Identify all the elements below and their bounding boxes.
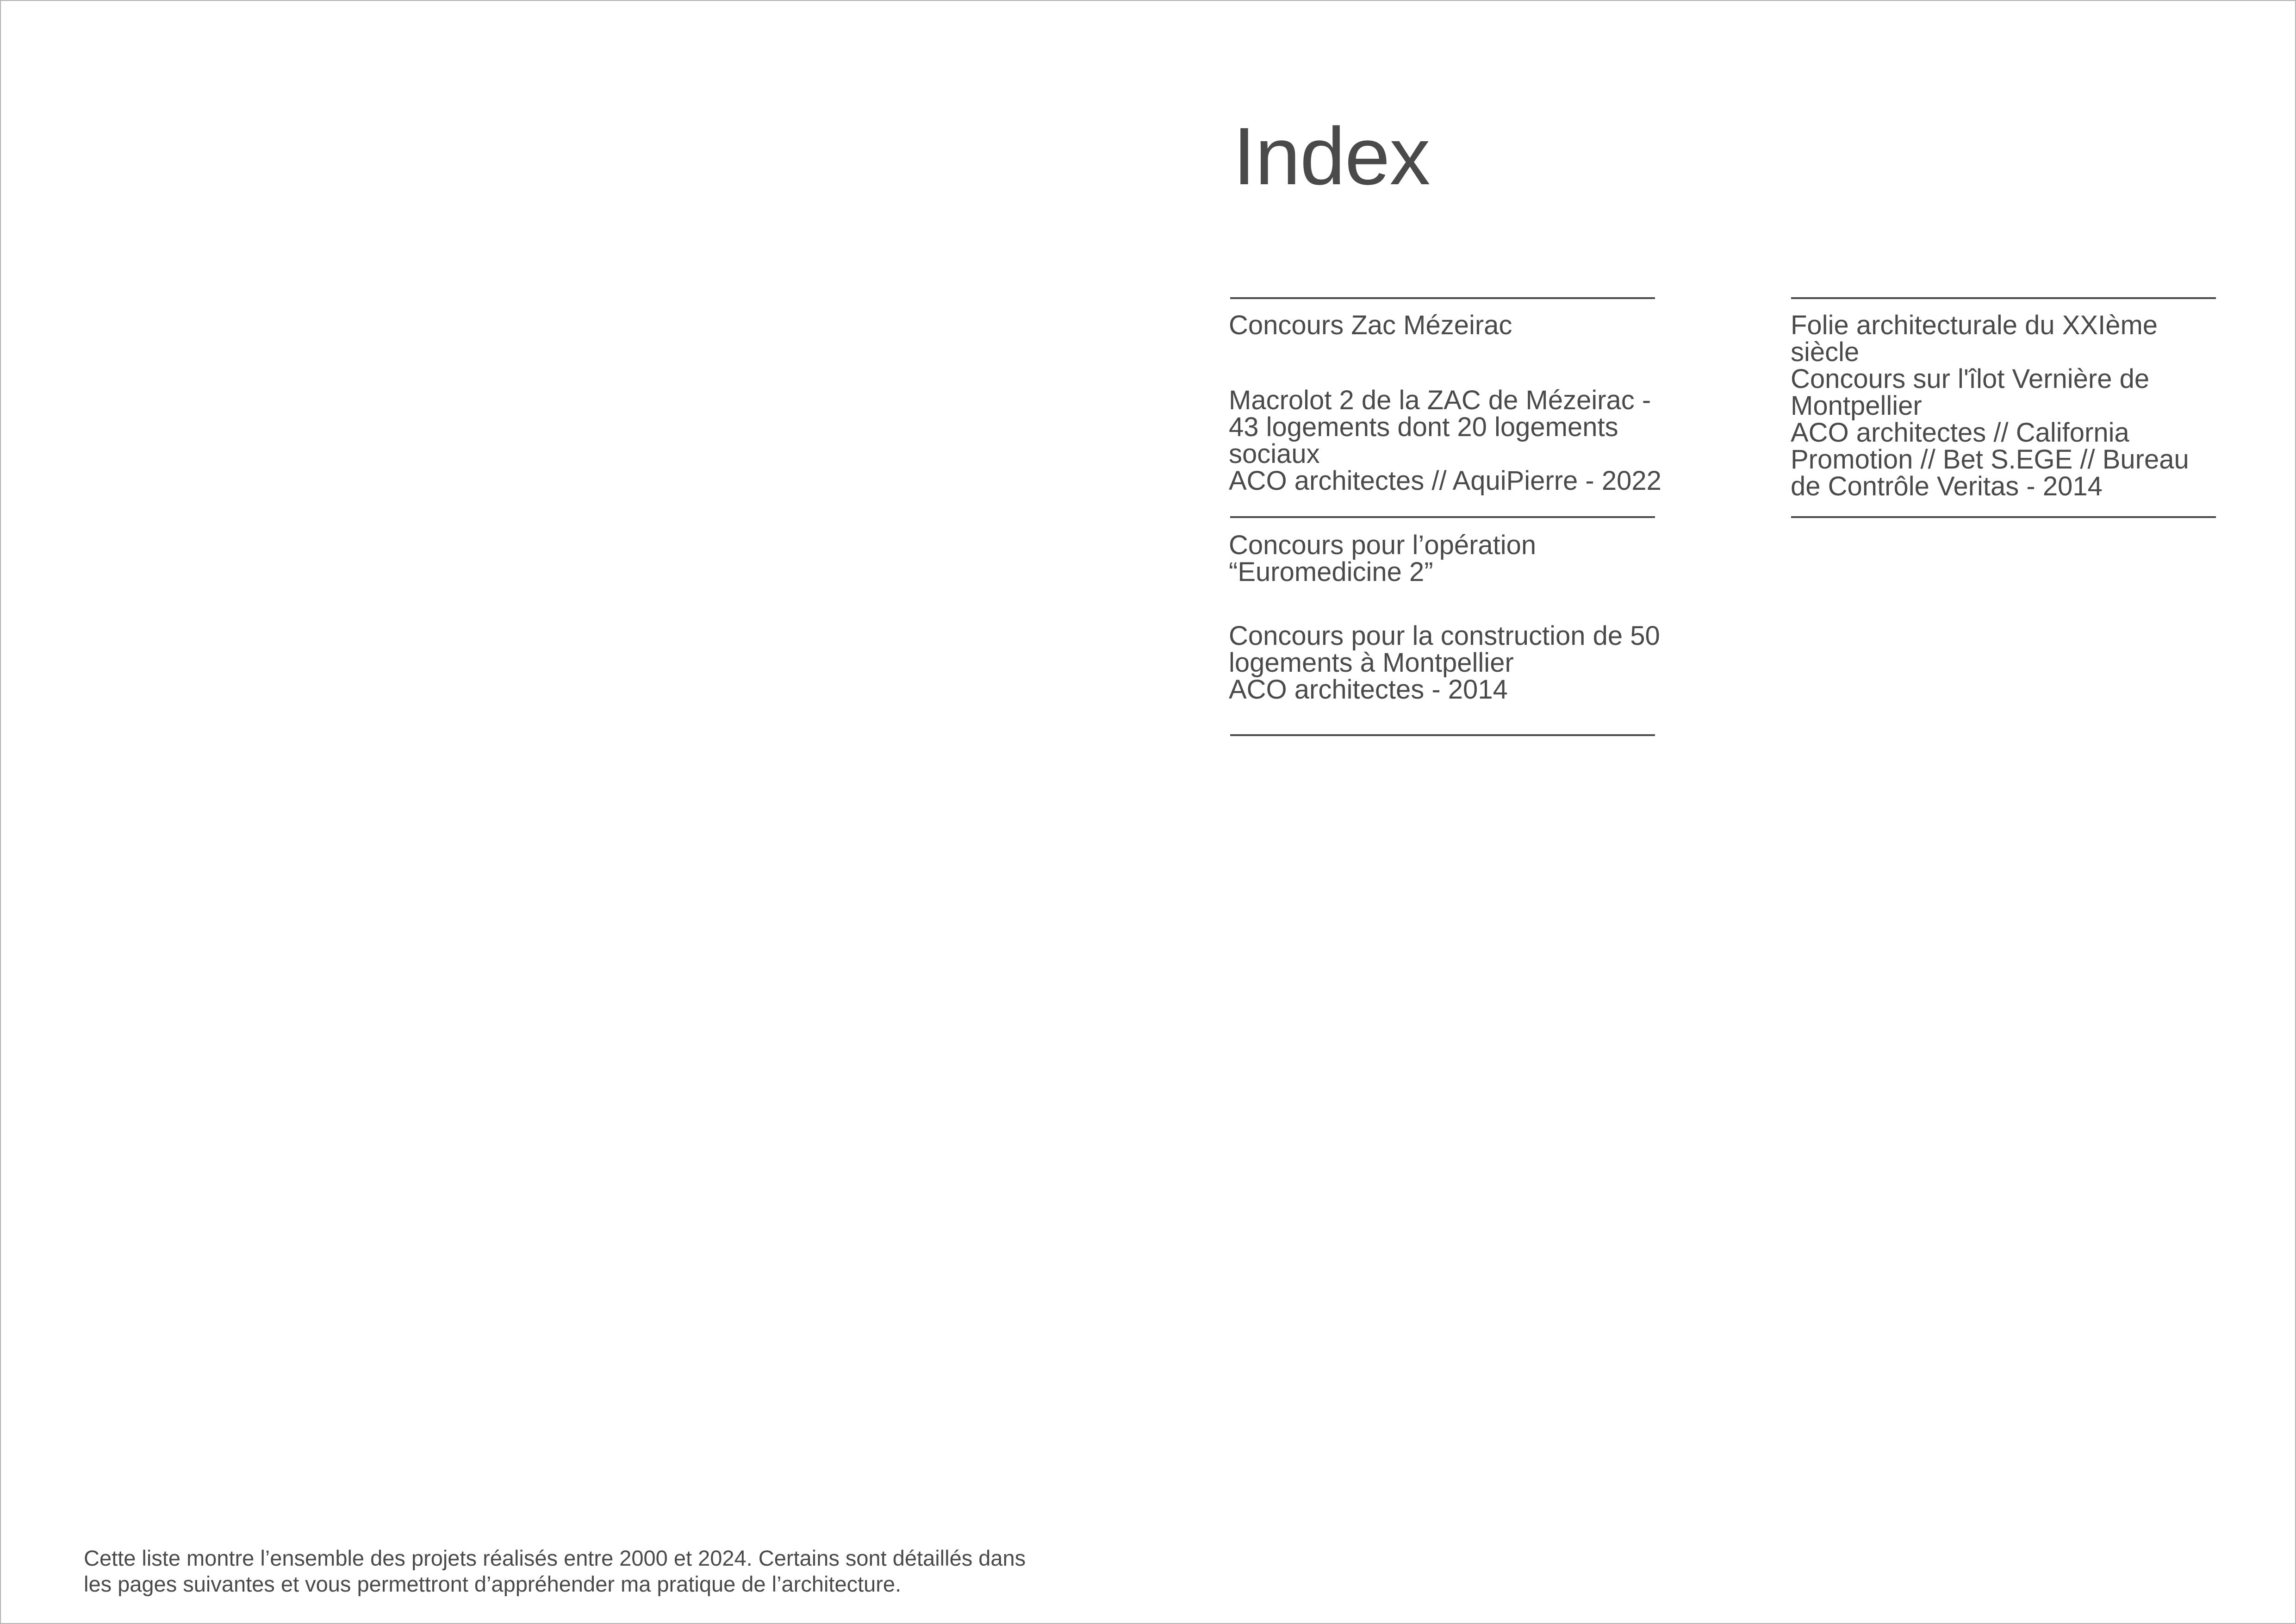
footnote-line: Cette liste montre l’ensemble des projets réalisés entre 2000 et 2024. Certains sont détaillés dans [84, 1546, 1026, 1570]
entry-heading-text: Concours pour l’opération [1229, 530, 1537, 560]
divider-rule [1230, 516, 1655, 518]
entry-details [1229, 623, 1692, 703]
footnote [84, 1545, 1195, 1597]
entry-detail-line: Concours pour la construction de 50 [1229, 621, 1660, 651]
footnote-line: les pages suivantes et vous permettront d’appréhender ma pratique de l’architecture. [84, 1572, 902, 1596]
entry-detail-line: ACO architectes // AquiPierre - 2022 [1229, 466, 1661, 496]
entry-detail-line: Macrolot 2 de la ZAC de Mézeirac - [1229, 385, 1651, 415]
entry-detail-line: sociaux [1229, 439, 1320, 469]
page-title: Index [1233, 111, 1430, 202]
entry-detail-line: ACO architectes - 2014 [1229, 675, 1508, 705]
entry-detail-line: ACO architectes // California [1791, 418, 2129, 448]
entry-heading [1229, 312, 1692, 339]
entry-detail-line: Concours sur l'îlot Vernière de [1791, 364, 2150, 394]
entry-detail-line: Folie architecturale du XXIème [1791, 310, 2158, 340]
divider-rule [1791, 516, 2216, 518]
divider-rule [1230, 734, 1655, 736]
divider-rule [1791, 297, 2216, 299]
entry-heading-text: Concours Zac Mézeirac [1229, 310, 1512, 340]
entry-detail-line: siècle [1791, 337, 1860, 367]
entry-detail-line: Montpellier [1791, 391, 1922, 421]
entry-detail-line: 43 logements dont 20 logements [1229, 412, 1618, 442]
entry-detail-line: logements à Montpellier [1229, 648, 1514, 678]
entry-heading-text: “Euromedicine 2” [1229, 557, 1433, 587]
entry-detail-line: Promotion // Bet S.EGE // Bureau [1791, 444, 2189, 475]
entry-heading [1229, 532, 1692, 586]
entry-details [1791, 312, 2253, 500]
entry-detail-line: de Contrôle Veritas - 2014 [1791, 471, 2103, 501]
divider-rule [1230, 297, 1655, 299]
entry-details [1229, 387, 1692, 494]
